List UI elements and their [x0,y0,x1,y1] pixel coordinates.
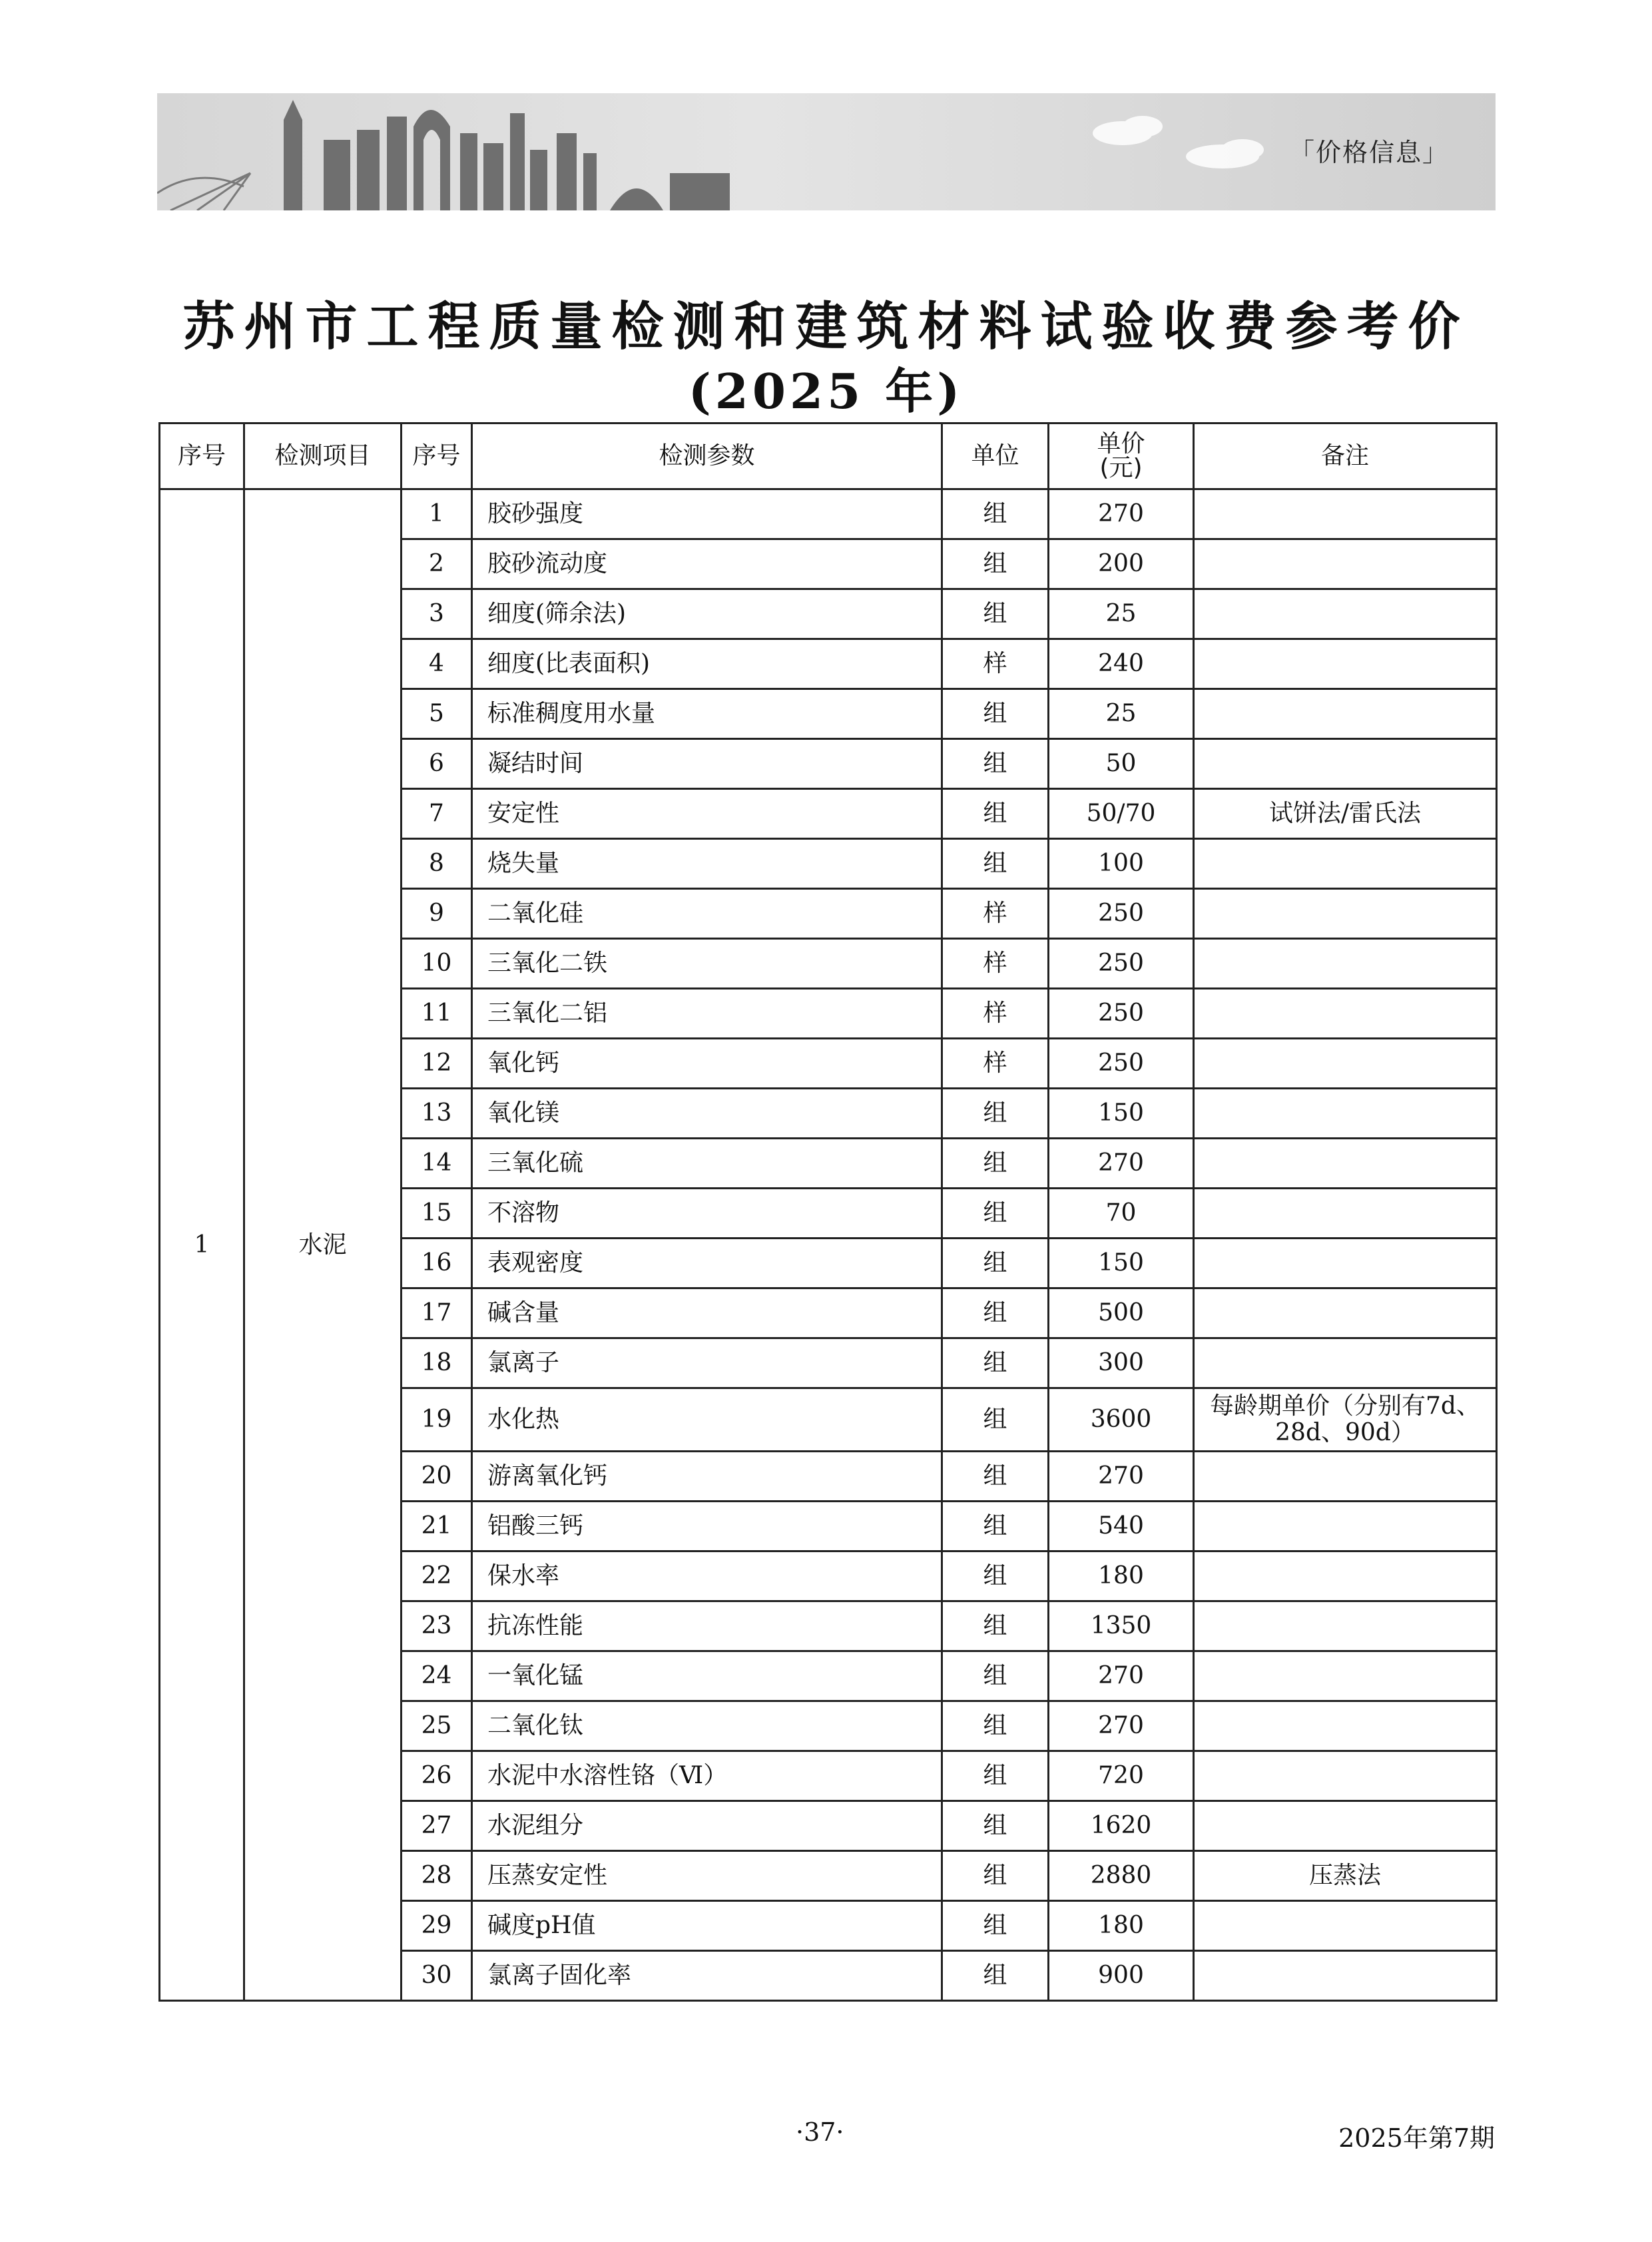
param-cell: 氧化钙 [472,1039,942,1089]
param-cell: 三氧化二铝 [472,989,942,1039]
note-cell [1194,1951,1497,2001]
price-cell: 1620 [1049,1801,1194,1851]
param-cell: 不溶物 [472,1189,942,1239]
unit-cell: 组 [942,1801,1049,1851]
row-number-cell: 24 [402,1651,472,1701]
param-cell: 水化热 [472,1388,942,1452]
group-number-cell: 1 [160,489,244,2001]
column-header: 检测参数 [472,423,942,489]
price-cell: 720 [1049,1751,1194,1801]
note-cell [1194,1801,1497,1851]
price-cell: 540 [1049,1502,1194,1551]
param-cell: 水泥组分 [472,1801,942,1851]
unit-cell: 组 [942,839,1049,889]
param-cell: 三氧化二铁 [472,939,942,989]
row-number-cell: 23 [402,1601,472,1651]
unit-cell: 组 [942,739,1049,789]
note-cell [1194,839,1497,889]
price-cell: 200 [1049,539,1194,589]
row-number-cell: 11 [402,989,472,1039]
section-tag: 「价格信息」 [1288,138,1449,167]
row-number-cell: 13 [402,1089,472,1139]
param-cell: 一氧化锰 [472,1651,942,1701]
row-number-cell: 14 [402,1139,472,1189]
column-header: 检测项目 [244,423,402,489]
group-item-cell: 水泥 [244,489,402,2001]
param-cell: 二氧化硅 [472,889,942,939]
unit-cell: 组 [942,539,1049,589]
row-number-cell: 8 [402,839,472,889]
param-cell: 细度(筛余法) [472,589,942,639]
column-header: 序号 [402,423,472,489]
unit-cell: 组 [942,1551,1049,1601]
note-cell [1194,1601,1497,1651]
note-cell [1194,1139,1497,1189]
param-cell: 凝结时间 [472,739,942,789]
price-cell: 250 [1049,939,1194,989]
param-cell: 铝酸三钙 [472,1502,942,1551]
unit-cell: 组 [942,1751,1049,1801]
price-cell: 300 [1049,1338,1194,1388]
column-header: 单价 (元) [1049,423,1194,489]
row-number-cell: 19 [402,1388,472,1452]
page-title: 苏州市工程质量检测和建筑材料试验收费参考价 [182,296,1470,357]
row-number-cell: 18 [402,1338,472,1388]
note-cell: 每龄期单价（分别有7d、28d、90d） [1194,1388,1497,1452]
row-number-cell: 2 [402,539,472,589]
table-header-row [160,423,1497,489]
note-cell [1194,1551,1497,1601]
price-cell: 240 [1049,639,1194,689]
unit-cell: 组 [942,1288,1049,1338]
price-cell: 150 [1049,1089,1194,1139]
price-cell: 500 [1049,1288,1194,1338]
unit-cell: 组 [942,1452,1049,1502]
price-cell: 900 [1049,1951,1194,2001]
unit-cell: 组 [942,1239,1049,1288]
note-cell [1194,1089,1497,1139]
unit-cell: 组 [942,1701,1049,1751]
unit-cell: 组 [942,1901,1049,1951]
param-cell: 氧化镁 [472,1089,942,1139]
param-cell: 压蒸安定性 [472,1851,942,1901]
price-cell: 270 [1049,489,1194,539]
unit-cell: 组 [942,789,1049,839]
param-cell: 氯离子固化率 [472,1951,942,2001]
note-cell [1194,489,1497,539]
row-number-cell: 26 [402,1751,472,1801]
price-cell: 270 [1049,1139,1194,1189]
param-cell: 安定性 [472,789,942,839]
unit-cell: 组 [942,1338,1049,1388]
note-cell: 压蒸法 [1194,1851,1497,1901]
note-cell [1194,1751,1497,1801]
unit-cell: 组 [942,1089,1049,1139]
param-cell: 保水率 [472,1551,942,1601]
price-cell: 250 [1049,1039,1194,1089]
row-number-cell: 6 [402,739,472,789]
unit-cell: 样 [942,889,1049,939]
page-number: ·37· [796,2117,844,2147]
row-number-cell: 22 [402,1551,472,1601]
param-cell: 胶砂流动度 [472,539,942,589]
price-table [158,422,1498,2002]
unit-cell: 样 [942,939,1049,989]
unit-cell: 样 [942,1039,1049,1089]
price-cell: 180 [1049,1901,1194,1951]
note-cell [1194,1338,1497,1388]
row-number-cell: 21 [402,1502,472,1551]
note-cell [1194,989,1497,1039]
unit-cell: 样 [942,989,1049,1039]
row-number-cell: 7 [402,789,472,839]
price-cell: 50/70 [1049,789,1194,839]
unit-cell: 组 [942,1601,1049,1651]
price-cell: 270 [1049,1701,1194,1751]
unit-cell: 组 [942,1139,1049,1189]
table-body [160,489,1497,2001]
header-banner [157,93,1496,210]
price-cell: 50 [1049,739,1194,789]
price-cell: 180 [1049,1551,1194,1601]
row-number-cell: 15 [402,1189,472,1239]
note-cell [1194,1502,1497,1551]
param-cell: 二氧化钛 [472,1701,942,1751]
param-cell: 表观密度 [472,1239,942,1288]
param-cell: 标准稠度用水量 [472,689,942,739]
param-cell: 抗冻性能 [472,1601,942,1651]
row-number-cell: 4 [402,639,472,689]
param-cell: 氯离子 [472,1338,942,1388]
issue-label: 2025年第7期 [1338,2123,1495,2153]
price-cell: 250 [1049,889,1194,939]
note-cell [1194,1189,1497,1239]
row-number-cell: 16 [402,1239,472,1288]
price-cell: 270 [1049,1452,1194,1502]
unit-cell: 组 [942,589,1049,639]
row-number-cell: 12 [402,1039,472,1089]
unit-cell: 组 [942,1951,1049,2001]
note-cell [1194,1452,1497,1502]
price-cell: 70 [1049,1189,1194,1239]
unit-cell: 组 [942,1388,1049,1452]
row-number-cell: 27 [402,1801,472,1851]
param-cell: 游离氧化钙 [472,1452,942,1502]
price-cell: 1350 [1049,1601,1194,1651]
row-number-cell: 9 [402,889,472,939]
row-number-cell: 3 [402,589,472,639]
column-header: 序号 [160,423,244,489]
unit-cell: 组 [942,1851,1049,1901]
price-cell: 3600 [1049,1388,1194,1452]
price-cell: 2880 [1049,1851,1194,1901]
note-cell [1194,689,1497,739]
param-cell: 细度(比表面积) [472,639,942,689]
note-cell [1194,739,1497,789]
unit-cell: 组 [942,489,1049,539]
row-number-cell: 17 [402,1288,472,1338]
table-row [160,489,1497,539]
param-cell: 烧失量 [472,839,942,889]
unit-cell: 组 [942,1651,1049,1701]
param-cell: 碱度pH值 [472,1901,942,1951]
row-number-cell: 10 [402,939,472,989]
row-number-cell: 20 [402,1452,472,1502]
note-cell [1194,1239,1497,1288]
note-cell [1194,539,1497,589]
price-cell: 100 [1049,839,1194,889]
note-cell [1194,639,1497,689]
price-cell: 150 [1049,1239,1194,1288]
note-cell [1194,1651,1497,1701]
row-number-cell: 30 [402,1951,472,2001]
price-cell: 250 [1049,989,1194,1039]
note-cell [1194,1288,1497,1338]
row-number-cell: 25 [402,1701,472,1751]
row-number-cell: 29 [402,1901,472,1951]
note-cell [1194,1901,1497,1951]
note-cell [1194,1701,1497,1751]
column-header: 备注 [1194,423,1497,489]
note-cell [1194,939,1497,989]
note-cell: 试饼法/雷氏法 [1194,789,1497,839]
row-number-cell: 28 [402,1851,472,1901]
row-number-cell: 1 [402,489,472,539]
price-cell: 25 [1049,589,1194,639]
param-cell: 三氧化硫 [472,1139,942,1189]
note-cell [1194,1039,1497,1089]
unit-cell: 组 [942,1502,1049,1551]
price-cell: 25 [1049,689,1194,739]
note-cell [1194,589,1497,639]
unit-cell: 样 [942,639,1049,689]
page-subtitle-year: (2025 年) [688,363,964,420]
price-cell: 270 [1049,1651,1194,1701]
param-cell: 碱含量 [472,1288,942,1338]
note-cell [1194,889,1497,939]
unit-cell: 组 [942,1189,1049,1239]
row-number-cell: 5 [402,689,472,739]
param-cell: 胶砂强度 [472,489,942,539]
column-header: 单位 [942,423,1049,489]
unit-cell: 组 [942,689,1049,739]
param-cell: 水泥中水溶性铬（Ⅵ） [472,1751,942,1801]
